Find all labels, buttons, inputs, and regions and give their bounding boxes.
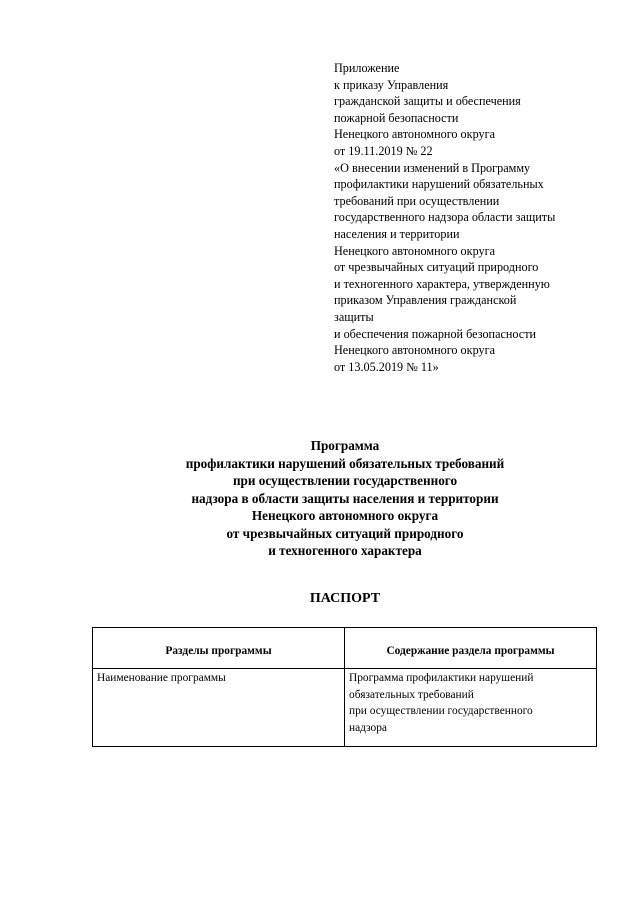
appendix-line: «О внесении изменений в Программу bbox=[334, 160, 531, 175]
appendix-line: Приложение bbox=[334, 61, 400, 75]
program-title-line: надзора в области защиты населения и территории bbox=[191, 490, 499, 506]
appendix-line: защиты bbox=[334, 309, 374, 324]
appendix-line: Ненецкого автономного округа bbox=[334, 343, 496, 358]
table-header-row bbox=[93, 628, 597, 669]
appendix-block bbox=[334, 60, 624, 375]
appendix-line: Ненецкого автономного округа bbox=[334, 243, 496, 258]
program-title-line: Программа bbox=[310, 438, 380, 453]
content-line: обязательных требований bbox=[349, 688, 474, 701]
appendix-line: от 19.11.2019 № 22 bbox=[334, 143, 433, 158]
appendix-line: гражданской защиты и обеспечения bbox=[334, 94, 521, 109]
program-title-line: и техногенного характера bbox=[268, 543, 422, 558]
appendix-line: и техногенного характера, утвержденную bbox=[334, 276, 550, 291]
appendix-line: от 13.05.2019 № 11» bbox=[334, 359, 439, 374]
content-line: Программа профилактики нарушений bbox=[349, 672, 534, 684]
program-title-line: Ненецкого автономного округа bbox=[251, 508, 439, 523]
program-title-line: профилактики нарушений обязательных требований bbox=[185, 455, 505, 471]
appendix-line: к приказу Управления bbox=[334, 77, 449, 92]
program-title-line: при осуществлении государственного bbox=[232, 473, 458, 488]
appendix-line: государственного надзора области защиты bbox=[334, 210, 556, 225]
appendix-line: требований при осуществлении bbox=[334, 193, 500, 208]
appendix-line: от чрезвычайных ситуаций природного bbox=[334, 260, 539, 275]
content-line: при осуществлении государственного bbox=[349, 705, 533, 717]
appendix-line: Ненецкого автономного округа bbox=[334, 127, 496, 142]
appendix-line: профилактики нарушений обязательных bbox=[334, 177, 544, 192]
appendix-line: и обеспечения пожарной безопасности bbox=[334, 326, 537, 341]
content-line: надзора bbox=[349, 721, 387, 734]
program-title-line: от чрезвычайных ситуаций природного bbox=[226, 525, 464, 541]
program-title bbox=[0, 437, 640, 560]
table-row bbox=[93, 669, 597, 747]
column-header-content: Содержание раздела программы bbox=[345, 628, 597, 669]
appendix-line: приказом Управления гражданской bbox=[334, 293, 517, 308]
column-header-sections: Разделы программы bbox=[93, 628, 345, 669]
table-cell-content bbox=[345, 669, 597, 747]
table-cell-section: Наименование программы bbox=[93, 669, 345, 747]
passport-heading: ПАСПОРТ bbox=[309, 591, 381, 606]
passport-table bbox=[92, 627, 597, 747]
appendix-line: пожарной безопасности bbox=[334, 110, 459, 125]
appendix-line: населения и территории bbox=[334, 226, 460, 241]
